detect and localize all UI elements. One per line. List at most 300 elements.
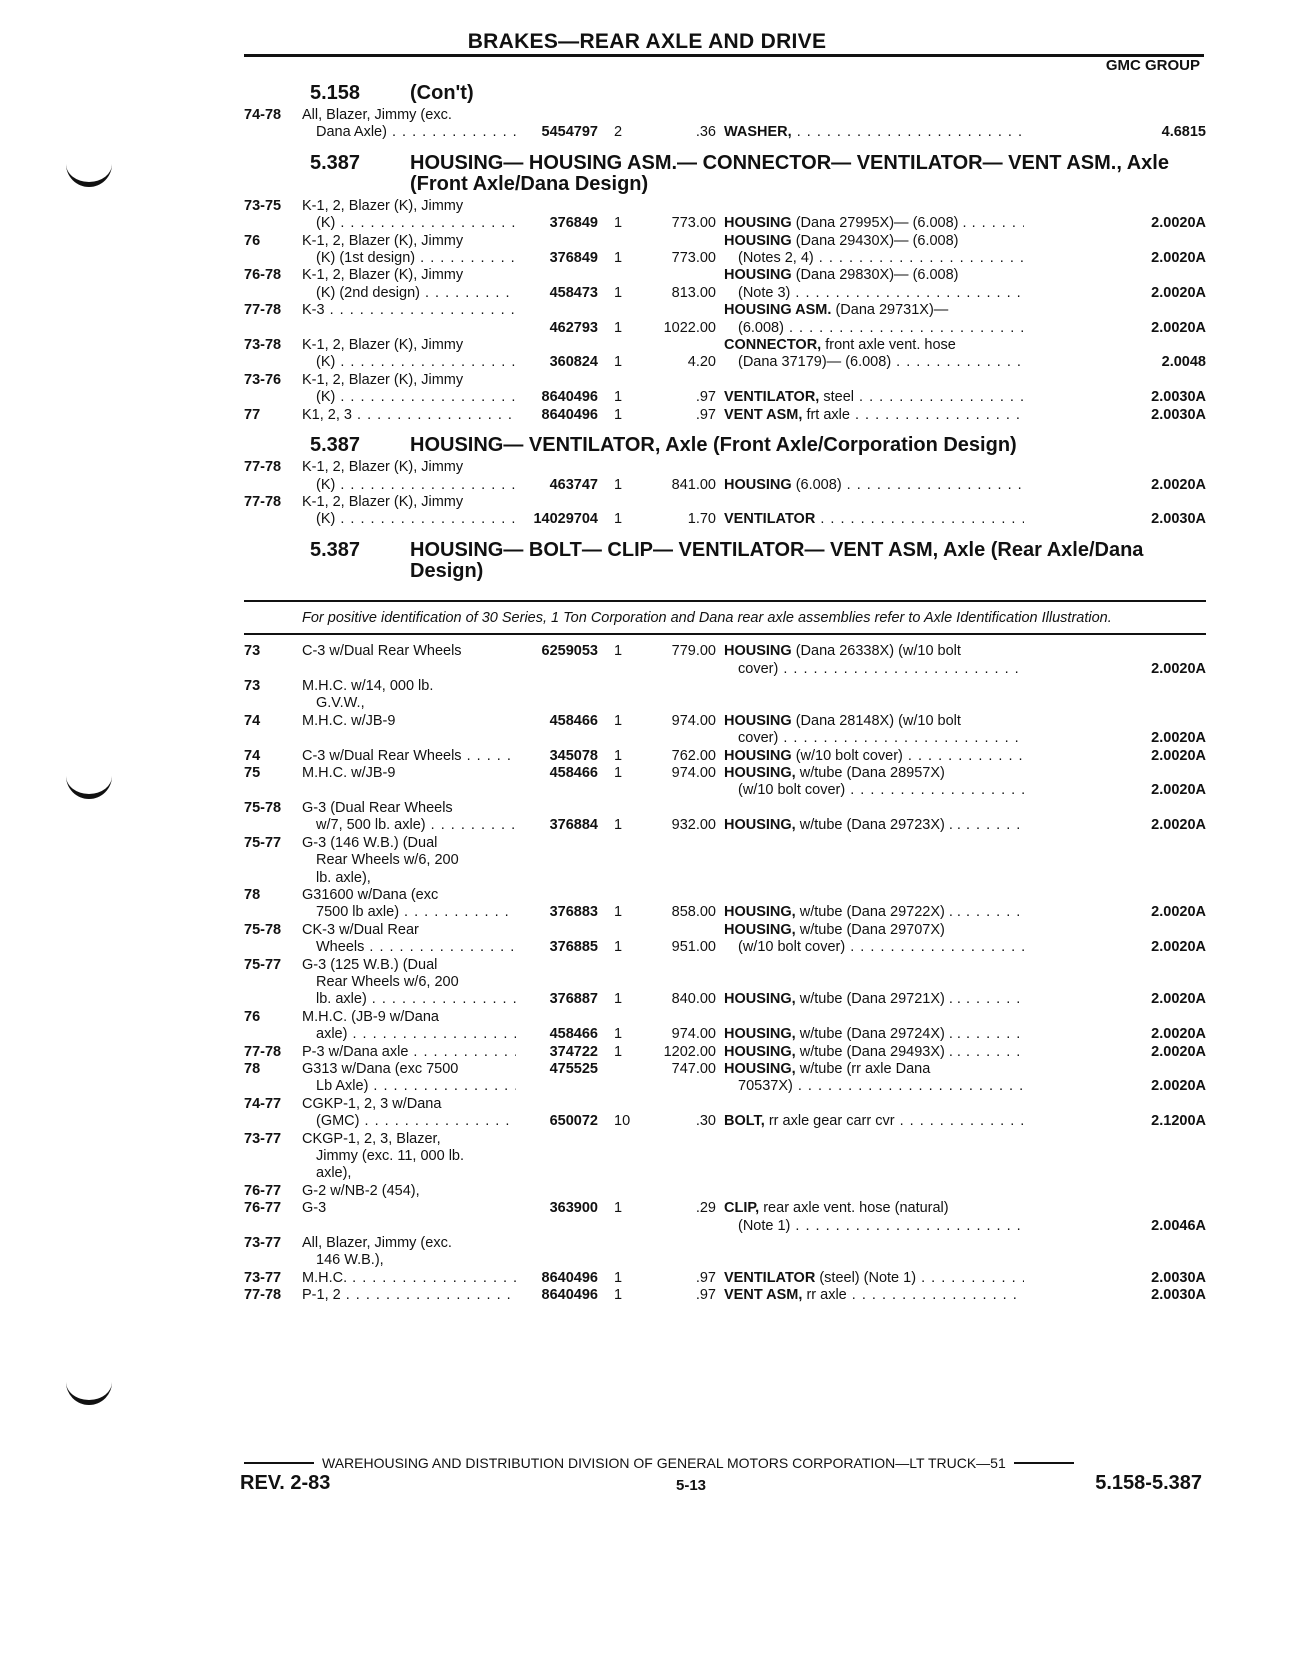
item-name: CLIP, <box>724 1200 760 1217</box>
application-line: (K) . . . <box>302 477 516 494</box>
section-number: 5.387 <box>310 434 361 457</box>
application <box>302 1061 516 1096</box>
quantity-value: 1 <box>614 747 623 764</box>
model-year <box>244 800 302 835</box>
table-row <box>244 407 1206 424</box>
quantity <box>598 302 634 337</box>
year-line: 75-77 <box>244 834 282 851</box>
quantity <box>598 922 634 957</box>
item-description <box>724 765 1024 800</box>
application-line: K1, 2, 3 . . . <box>302 407 516 424</box>
model-year <box>244 765 302 800</box>
price <box>634 957 724 1009</box>
part-number <box>516 198 598 233</box>
group-number-value: 2.0048 <box>1161 354 1206 371</box>
quantity <box>598 337 634 372</box>
group-number <box>1024 459 1206 494</box>
quantity <box>598 835 634 887</box>
item-detail: (w/10 bolt cover) <box>791 747 903 764</box>
quantity <box>598 1183 634 1200</box>
quantity-value: 1 <box>614 904 623 921</box>
group-number-value: 2.0020A <box>1151 660 1206 677</box>
table-row <box>244 748 1206 765</box>
group-number <box>1024 1061 1206 1096</box>
item-detail: (Dana 29430X)— (6.008) <box>791 232 959 249</box>
part-number-value: 8640496 <box>541 406 598 423</box>
group-number-value: 2.0020A <box>1151 817 1206 834</box>
section-range: 5.158-5.387 <box>1095 1472 1202 1494</box>
year-line: 77-78 <box>244 302 282 319</box>
item-name: HOUSING <box>724 267 792 284</box>
group-number <box>1024 887 1206 922</box>
year-line: 73-76 <box>244 371 282 388</box>
application-line: axle), <box>316 1165 352 1182</box>
item-name: HOUSING, <box>724 1043 796 1060</box>
model-year <box>244 748 302 765</box>
item-name: WASHER, <box>724 124 792 141</box>
item-name: HOUSING <box>724 215 792 232</box>
quantity-value: 1 <box>614 939 623 956</box>
price-value: 1022.00 <box>663 319 716 336</box>
year-line: 76-77 <box>244 1182 282 1199</box>
year-line: 77 <box>244 406 261 423</box>
price-value: .97 <box>695 1269 716 1286</box>
price <box>634 887 724 922</box>
year-line: 73 <box>244 643 261 660</box>
part-number <box>516 1131 598 1183</box>
group-number <box>1024 1131 1206 1183</box>
group-number <box>1024 678 1206 713</box>
application-line: M.H.C. (JB-9 w/Dana <box>302 1008 439 1025</box>
table-row <box>244 678 1206 713</box>
quantity <box>598 233 634 268</box>
part-number <box>516 267 598 302</box>
item-line <box>724 302 1024 319</box>
item-description <box>724 198 1024 233</box>
item-detail: w/tube (Dana 28957X) <box>795 765 945 782</box>
price <box>634 678 724 713</box>
application-line: M.H.C. . . . <box>302 1270 516 1287</box>
table-row <box>244 887 1206 922</box>
part-number-value: 650072 <box>549 1113 598 1130</box>
quantity-value: 1 <box>614 284 623 301</box>
application-line: K-1, 2, Blazer (K), Jimmy <box>302 337 464 354</box>
application-line: (K) . . . <box>302 511 516 528</box>
group-number-value: 2.0020A <box>1151 284 1206 301</box>
quantity-value: 1 <box>614 1043 623 1060</box>
group-number <box>1024 1235 1206 1270</box>
application <box>302 1131 516 1183</box>
price-value: 1202.00 <box>663 1043 716 1060</box>
item-description <box>724 372 1024 407</box>
year-line: 75-78 <box>244 921 282 938</box>
year-line: 74 <box>244 747 261 764</box>
application-line: M.H.C. w/JB-9 <box>302 712 396 729</box>
part-number <box>516 887 598 922</box>
application-line: G-3 (125 W.B.) (Dual <box>302 956 438 973</box>
application <box>302 922 516 957</box>
quantity-value: 1 <box>614 1287 623 1304</box>
item-detail: w/tube (Dana 29707X) <box>795 921 945 938</box>
price-value: 779.00 <box>671 643 716 660</box>
quantity <box>598 1287 634 1304</box>
model-year <box>244 1096 302 1131</box>
quantity <box>598 1096 634 1131</box>
year-line: 77-78 <box>244 1043 282 1060</box>
part-number <box>516 1183 598 1200</box>
item-line-2: (Notes 2, 4) . . . <box>724 250 1024 267</box>
model-year <box>244 1044 302 1061</box>
application <box>302 233 516 268</box>
part-number-value: 475525 <box>549 1060 598 1077</box>
application-line: K-1, 2, Blazer (K), Jimmy <box>302 459 464 476</box>
part-number-value: 458466 <box>549 712 598 729</box>
part-number-value: 376849 <box>549 215 598 232</box>
part-number-value: 374722 <box>549 1043 598 1060</box>
item-detail: (6.008) <box>791 476 842 493</box>
application-line: Dana Axle) . . . <box>302 124 516 141</box>
group-number-value: 2.0020A <box>1151 215 1206 232</box>
section-gap <box>244 142 1206 150</box>
quantity <box>598 748 634 765</box>
section-gap <box>244 529 1206 537</box>
group-number-value: 2.0020A <box>1151 730 1206 747</box>
part-number-value: 345078 <box>549 747 598 764</box>
application-line: Lb Axle) . . . <box>302 1078 516 1095</box>
application-line: G313 w/Dana (exc 7500 <box>302 1060 459 1077</box>
application-line: CK-3 w/Dual Rear <box>302 921 419 938</box>
item-name: HOUSING <box>724 232 792 249</box>
group-number-value: 2.0020A <box>1151 747 1206 764</box>
application-line: (K) . . . <box>302 215 516 232</box>
note-rule <box>244 633 1206 635</box>
table-row <box>244 233 1206 268</box>
item-name: HOUSING, <box>724 1060 796 1077</box>
group-number-value: 2.0030A <box>1151 1269 1206 1286</box>
quantity-value: 1 <box>614 511 623 528</box>
group-number-value: 2.1200A <box>1151 1113 1206 1130</box>
quantity <box>598 372 634 407</box>
part-number <box>516 1009 598 1044</box>
part-number <box>516 957 598 1009</box>
application <box>302 107 516 142</box>
application <box>302 835 516 887</box>
group-number <box>1024 1270 1206 1287</box>
year-line: 74 <box>244 712 261 729</box>
application-line: K-1, 2, Blazer (K), Jimmy <box>302 371 464 388</box>
item-description <box>724 643 1024 678</box>
price-value: 974.00 <box>671 1026 716 1043</box>
part-number-value: 376849 <box>549 250 598 267</box>
group-number <box>1024 372 1206 407</box>
group-number <box>1024 765 1206 800</box>
table-row <box>244 337 1206 372</box>
application-line: (K) (1st design) . . . <box>302 250 516 267</box>
item-name: VENT ASM, <box>724 406 803 423</box>
item-name: HOUSING, <box>724 921 796 938</box>
item-name: VENTILATOR <box>724 511 816 528</box>
price-value: 951.00 <box>671 939 716 956</box>
table-row <box>244 494 1206 529</box>
item-detail: frt axle <box>802 406 850 423</box>
group-number <box>1024 713 1206 748</box>
item-line <box>724 1287 1024 1304</box>
group-number <box>1024 922 1206 957</box>
application <box>302 494 516 529</box>
table-row <box>244 1270 1206 1287</box>
part-number <box>516 1044 598 1061</box>
item-name: HOUSING, <box>724 1026 796 1043</box>
price-value: 974.00 <box>671 765 716 782</box>
part-number-value: 376884 <box>549 817 598 834</box>
quantity <box>598 1270 634 1287</box>
quantity-value: 1 <box>614 991 623 1008</box>
price-value: .30 <box>695 1113 716 1130</box>
application-line: axle) . . . <box>302 1026 516 1043</box>
year-line: 73-78 <box>244 337 282 354</box>
application-line: M.H.C. w/JB-9 <box>302 765 396 782</box>
quantity <box>598 107 634 142</box>
table-row <box>244 107 1206 142</box>
table-row <box>244 957 1206 1009</box>
part-number-value: 8640496 <box>541 389 598 406</box>
price-value: .36 <box>695 124 716 141</box>
price-value: .97 <box>695 389 716 406</box>
item-description <box>724 302 1024 337</box>
item-line <box>724 1061 1024 1078</box>
model-year <box>244 643 302 678</box>
table-row <box>244 1096 1206 1131</box>
application-line: C-3 w/Dual Rear Wheels <box>302 643 462 660</box>
quantity <box>598 713 634 748</box>
item-description <box>724 494 1024 529</box>
part-number-value: 376885 <box>549 939 598 956</box>
item-name: HOUSING ASM. <box>724 302 832 319</box>
group-number-value: 2.0020A <box>1151 319 1206 336</box>
price <box>634 107 724 142</box>
quantity <box>598 1200 634 1235</box>
year-line: 77-78 <box>244 459 282 476</box>
item-description <box>724 1131 1024 1183</box>
table-row <box>244 643 1206 678</box>
application <box>302 643 516 678</box>
item-description <box>724 1096 1024 1131</box>
model-year <box>244 957 302 1009</box>
table-row <box>244 1235 1206 1270</box>
item-line <box>724 1026 1024 1043</box>
item-detail: (Dana 26338X) (w/10 bolt <box>791 643 961 660</box>
application-line: lb. axle) . . . <box>302 991 516 1008</box>
item-line <box>724 643 1024 660</box>
item-name: HOUSING <box>724 747 792 764</box>
item-detail: front axle vent. hose <box>821 337 956 354</box>
year-line: 75 <box>244 765 261 782</box>
item-name: BOLT, <box>724 1113 765 1130</box>
price-value: 840.00 <box>671 991 716 1008</box>
price-value: 813.00 <box>671 284 716 301</box>
price-value: 974.00 <box>671 712 716 729</box>
item-line <box>724 1044 1024 1061</box>
table-row <box>244 800 1206 835</box>
year-line: 78 <box>244 886 261 903</box>
application <box>302 1096 516 1131</box>
model-year <box>244 372 302 407</box>
group-number-value: 4.6815 <box>1161 124 1206 141</box>
footer-line <box>244 1455 1150 1471</box>
model-year <box>244 678 302 713</box>
quantity <box>598 800 634 835</box>
quantity <box>598 1009 634 1044</box>
part-number <box>516 1287 598 1304</box>
part-number <box>516 713 598 748</box>
price <box>634 198 724 233</box>
price <box>634 748 724 765</box>
price <box>634 713 724 748</box>
section-heading <box>244 153 1206 195</box>
model-year <box>244 835 302 887</box>
price <box>634 1009 724 1044</box>
item-line <box>724 124 1024 141</box>
table-row <box>244 372 1206 407</box>
price <box>634 1235 724 1270</box>
application-line: P-3 w/Dana axle . . . <box>302 1044 516 1061</box>
model-year <box>244 1061 302 1096</box>
item-line-2: (Note 1) . . . <box>724 1218 1024 1235</box>
section-number: 5.158 <box>310 82 361 104</box>
item-line <box>724 215 1024 232</box>
item-detail: (Dana 28148X) (w/10 bolt <box>791 712 961 729</box>
group-number <box>1024 302 1206 337</box>
item-line <box>724 1113 1024 1130</box>
table-row <box>244 835 1206 887</box>
item-line-2: (Dana 37179)— (6.008) . . . <box>724 354 1024 371</box>
year-line: 73-75 <box>244 197 282 214</box>
application <box>302 1009 516 1044</box>
item-detail: rear axle vent. hose (natural) <box>759 1200 949 1217</box>
application-line: M.H.C. w/14, 000 lb. <box>302 678 434 695</box>
application <box>302 800 516 835</box>
table-row <box>244 302 1206 337</box>
year-line: 74-78 <box>244 107 282 123</box>
item-detail: (steel) (Note 1) <box>815 1269 917 1286</box>
table-row <box>244 765 1206 800</box>
model-year <box>244 198 302 233</box>
model-year <box>244 337 302 372</box>
item-description <box>724 800 1024 835</box>
item-description <box>724 407 1024 424</box>
application <box>302 1183 516 1200</box>
item-detail: rr axle <box>802 1287 847 1304</box>
application-line: (K) . . . <box>302 354 516 371</box>
table-row <box>244 1200 1206 1235</box>
header-rule <box>244 54 1204 57</box>
section-heading <box>244 435 1206 456</box>
part-number <box>516 678 598 713</box>
item-line-2: cover) . . . <box>724 730 1024 747</box>
item-name: HOUSING <box>724 643 792 660</box>
application <box>302 748 516 765</box>
item-line-2: 70537X) . . . <box>724 1078 1024 1095</box>
group-number <box>1024 407 1206 424</box>
price-value: 4.20 <box>687 354 716 371</box>
part-number-value: 363900 <box>549 1200 598 1217</box>
section-number: 5.387 <box>310 538 361 561</box>
page-title: BRAKES—REAR AXLE AND DRIVE <box>467 30 827 53</box>
section-heading <box>244 83 1206 104</box>
table-row <box>244 1061 1206 1096</box>
item-description <box>724 713 1024 748</box>
item-description <box>724 748 1024 765</box>
application-line: Jimmy (exc. 11, 000 lb. <box>316 1148 465 1164</box>
application <box>302 407 516 424</box>
quantity <box>598 957 634 1009</box>
price-value: .97 <box>695 406 716 423</box>
year-line: 73 <box>244 678 261 695</box>
price <box>634 407 724 424</box>
group-number <box>1024 1096 1206 1131</box>
item-name: VENTILATOR, <box>724 389 820 406</box>
group-number-value: 2.0020A <box>1151 1078 1206 1095</box>
item-name: HOUSING, <box>724 765 796 782</box>
item-name: HOUSING, <box>724 904 796 921</box>
section-note: For positive identification of 30 Series, 1 Ton Corporation and Dana rear axle assemblies refer to Axle Identification Illustration. <box>302 609 1112 626</box>
section-title: HOUSING— BOLT— CLIP— VENTILATOR— VENT ASM, Axle (Rear Axle/Dana Design) <box>410 538 1144 582</box>
group-number <box>1024 1200 1206 1235</box>
model-year <box>244 1009 302 1044</box>
group-number-value: 2.0020A <box>1151 250 1206 267</box>
price-value: 773.00 <box>671 250 716 267</box>
group-number <box>1024 748 1206 765</box>
item-name: CONNECTOR, <box>724 337 822 354</box>
section-title: (Con't) <box>410 82 474 104</box>
application-line: G-2 w/NB-2 (454), <box>302 1182 420 1199</box>
application-line: G-3 (146 W.B.) (Dual <box>302 834 438 851</box>
model-year <box>244 1131 302 1183</box>
section-title: HOUSING— HOUSING ASM.— CONNECTOR— VENTILATOR— VENT ASM., Axle (Front Axle/Dana Design) <box>410 151 1169 195</box>
price <box>634 1183 724 1200</box>
price-value: .29 <box>695 1200 716 1217</box>
application-line: G-3 <box>302 1200 327 1217</box>
quantity <box>598 1235 634 1270</box>
model-year <box>244 459 302 494</box>
quantity-value: 1 <box>614 250 623 267</box>
part-number-value: 458466 <box>549 765 598 782</box>
quantity <box>598 765 634 800</box>
application-line: K-1, 2, Blazer (K), Jimmy <box>302 197 464 214</box>
item-name: VENTILATOR <box>724 1269 816 1286</box>
application <box>302 372 516 407</box>
price <box>634 494 724 529</box>
model-year <box>244 407 302 424</box>
model-year <box>244 1200 302 1235</box>
year-line: 75-78 <box>244 799 282 816</box>
group-number <box>1024 198 1206 233</box>
price-value: 773.00 <box>671 215 716 232</box>
item-line <box>724 233 1024 250</box>
part-number <box>516 1061 598 1096</box>
year-line: 73-77 <box>244 1269 282 1286</box>
part-number-value: 5454797 <box>541 124 598 141</box>
item-line <box>724 748 1024 765</box>
item-line <box>724 389 1024 406</box>
year-line: 76-77 <box>244 1200 282 1217</box>
price <box>634 1200 724 1235</box>
group-number <box>1024 494 1206 529</box>
model-year <box>244 713 302 748</box>
quantity <box>598 1131 634 1183</box>
application-line: G31600 w/Dana (exc <box>302 886 439 903</box>
parts-catalog <box>244 80 1206 1305</box>
